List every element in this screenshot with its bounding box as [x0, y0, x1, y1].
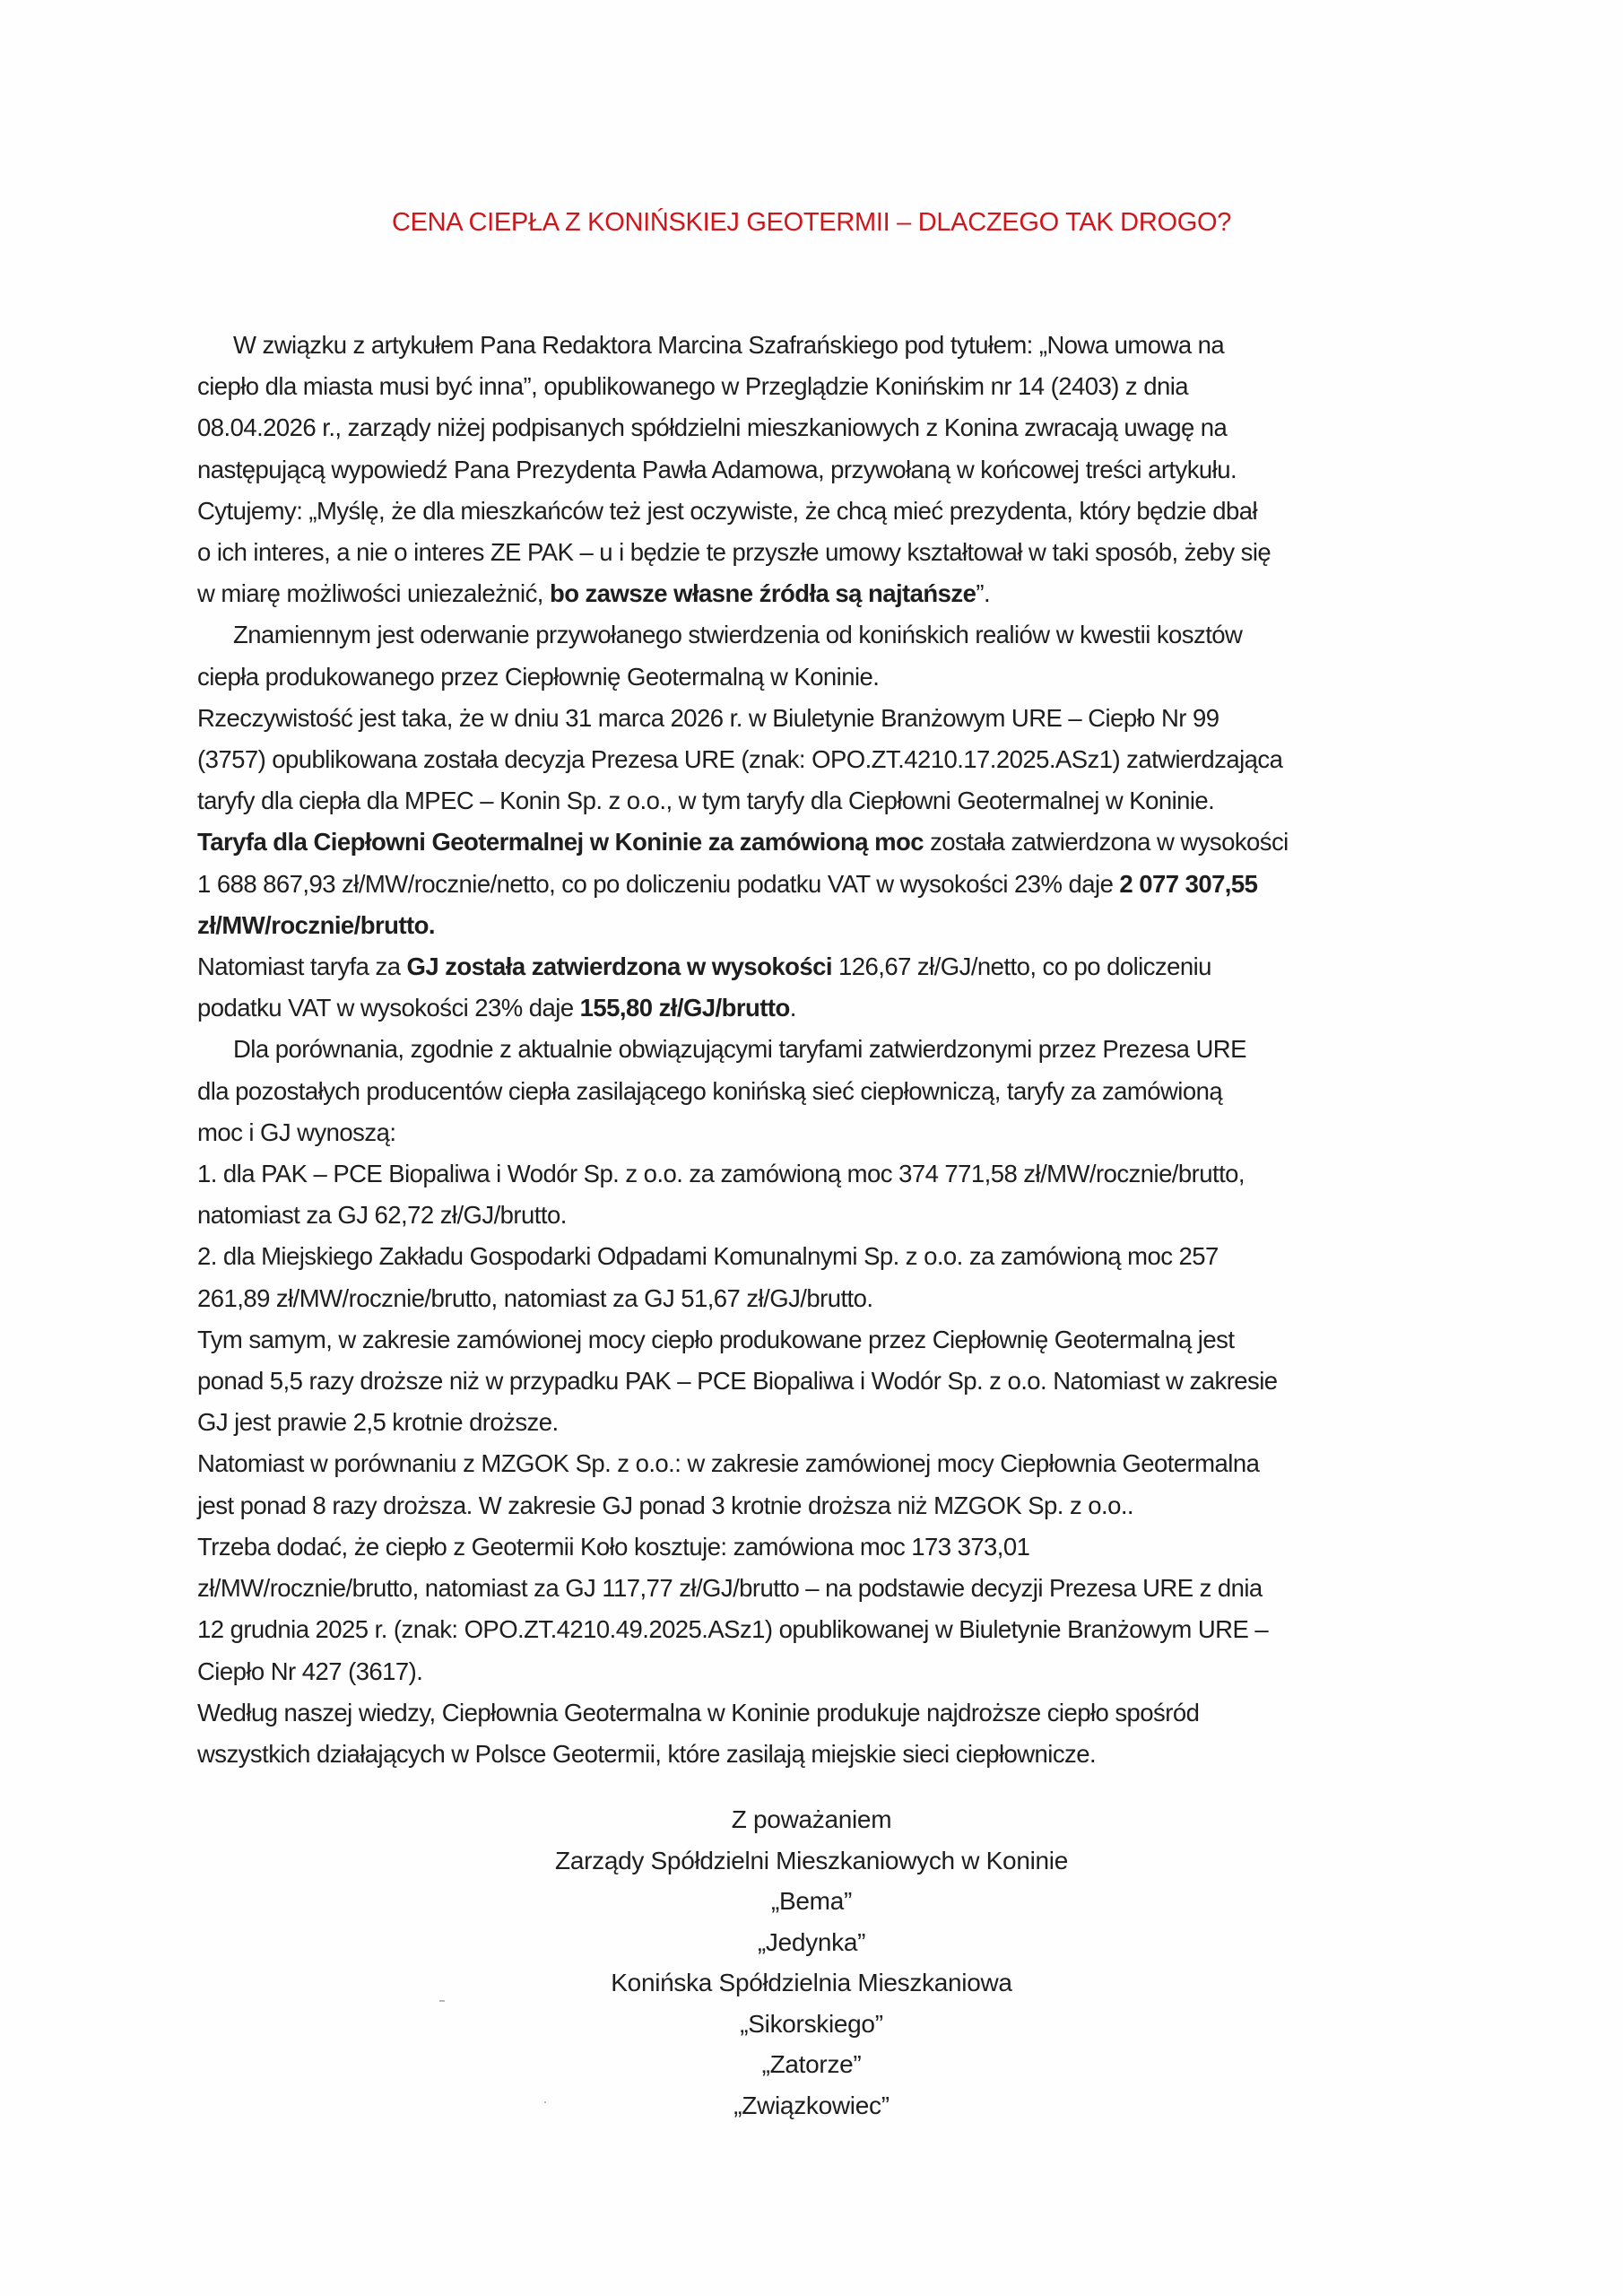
bold-text: bo zawsze własne źródła są najtańsze	[549, 579, 976, 608]
text-line	[197, 864, 1453, 905]
signature-line: „Sikorskiego”	[740, 2009, 883, 2038]
text-segment: Rzeczywistość jest taka, że w dniu 31 marca 2026 r. w Biuletynie Branżowym URE – Ciepło Nr 99	[197, 703, 1219, 732]
text-line	[197, 366, 1453, 407]
text-segment: jest ponad 8 razy droższa. W zakresie GJ ponad 3 krotnie droższa niż MZGOK Sp. z o.o..	[197, 1491, 1133, 1519]
signature-line: Z poważaniem	[731, 1805, 892, 1833]
text-segment: dla pozostałych producentów ciepła zasilającego konińską sieć ciepłowniczą, taryfy za zamówioną	[197, 1076, 1223, 1105]
text-segment: GJ jest prawie 2,5 krotnie droższe.	[197, 1408, 559, 1437]
text-segment: Cytujemy: „Myślę, że dla mieszkańców też jest oczywiste, że chcą mieć prezydenta, który będzie dbał	[197, 496, 1258, 525]
text-segment: podatku VAT w wysokości 23% daje	[197, 994, 580, 1022]
text-line	[197, 491, 1453, 532]
text-segment: W związku z artykułem Pana Redaktora Marcina Szafrańskiego pod tytułem: „Nowa umowa na	[233, 331, 1225, 359]
text-segment: ciepła produkowanego przez Ciepłownię Geotermalną w Koninie.	[197, 662, 880, 691]
text-line	[197, 1153, 1453, 1195]
text-segment: natomiast za GJ 62,72 zł/GJ/brutto.	[197, 1201, 567, 1230]
text-line	[197, 1609, 1453, 1650]
signature-line: „Zatorze”	[761, 2050, 862, 2078]
bold-text: 2 077 307,55	[1119, 869, 1258, 898]
text-segment: 2. dla Miejskiego Zakładu Gospodarki Odpadami Komunalnymi Sp. z o.o. za zamówioną moc 257	[197, 1242, 1219, 1271]
text-line	[197, 407, 1453, 448]
text-segment: .	[789, 994, 796, 1022]
text-line	[197, 987, 1453, 1029]
signature-line: „Bema”	[771, 1887, 852, 1915]
signature-block	[0, 1799, 1623, 2126]
text-line	[197, 573, 1453, 614]
text-segment: Tym samym, w zakresie zamówionej mocy ciepło produkowane przez Ciepłownię Geotermalną jest	[197, 1325, 1235, 1353]
text-line	[197, 1195, 1453, 1236]
text-line	[197, 822, 1453, 863]
text-line	[197, 1568, 1453, 1609]
text-line	[197, 905, 1453, 946]
text-line	[197, 1029, 1453, 1070]
text-segment: Trzeba dodać, że ciepło z Geotermii Koło kosztuje: zamówiona moc 173 373,01	[197, 1532, 1030, 1561]
text-line	[197, 1526, 1453, 1568]
text-line	[197, 698, 1453, 739]
text-line	[197, 1443, 1453, 1484]
text-segment: ”.	[976, 579, 991, 608]
text-line	[197, 1402, 1453, 1443]
text-segment: taryfy dla ciepła dla MPEC – Konin Sp. z o.o., w tym taryfy dla Ciepłowni Geotermalnej w Koninie.	[197, 787, 1215, 815]
scan-speck	[439, 2000, 445, 2002]
bold-text: Taryfa dla Ciepłowni Geotermalnej w Koninie za zamówioną moc	[197, 828, 924, 857]
signature-line: Konińska Spółdzielnia Mieszkaniowa	[611, 1969, 1012, 1996]
text-line	[197, 780, 1453, 822]
text-segment: następującą wypowiedź Pana Prezydenta Pawła Adamowa, przywołaną w końcowej treści artykułu.	[197, 455, 1237, 483]
bold-text: zł/MW/rocznie/brutto.	[197, 910, 435, 939]
text-line	[197, 1485, 1453, 1526]
text-segment: 12 grudnia 2025 r. (znak: OPO.ZT.4210.49.2025.ASz1) opublikowanej w Biuletynie Branżowym URE –	[197, 1615, 1269, 1644]
text-segment: Według naszej wiedzy, Ciepłownia Geotermalna w Koninie produkuje najdroższe ciepło spośród	[197, 1698, 1200, 1726]
text-segment: Znamiennym jest oderwanie przywołanego stwierdzenia od konińskich realiów w kwestii kosztów	[233, 621, 1243, 649]
text-segment: (3757) opublikowana została decyzja Prezesa URE (znak: OPO.ZT.4210.17.2025.ASz1) zatwierdzająca	[197, 745, 1283, 774]
text-line	[197, 946, 1453, 987]
bold-text: GJ została zatwierdzona w wysokości	[406, 952, 832, 981]
text-line	[197, 1112, 1453, 1153]
bold-text: 155,80 zł/GJ/brutto	[579, 994, 790, 1022]
signature-line: „Jedynka”	[757, 1927, 866, 1956]
document-title: CENA CIEPŁA Z KONIŃSKIEJ GEOTERMII – DLACZEGO TAK DROGO?	[391, 208, 1232, 237]
signature-line: „Związkowiec”	[733, 2091, 890, 2119]
text-line	[197, 1236, 1453, 1277]
text-segment: o ich interes, a nie o interes ZE PAK – u i będzie te przyszłe umowy kształtował w taki sposób, żeby się	[197, 538, 1271, 567]
text-segment: Natomiast taryfa za	[197, 952, 407, 981]
text-segment: Dla porównania, zgodnie z aktualnie obwiązującymi taryfami zatwierdzonymi przez Prezesa URE	[233, 1035, 1246, 1064]
text-segment: 1. dla PAK – PCE Biopaliwa i Wodór Sp. z o.o. za zamówioną moc 374 771,58 zł/MW/rocznie/brutto,	[197, 1160, 1245, 1188]
text-line	[197, 1071, 1453, 1112]
text-segment: została zatwierdzona w wysokości	[924, 828, 1289, 857]
signature-line: Zarządy Spółdzielni Mieszkaniowych w Koninie	[555, 1846, 1068, 1874]
text-segment: 1 688 867,93 zł/MW/rocznie/netto, co po doliczeniu podatku VAT w wysokości 23% daje	[197, 869, 1120, 898]
text-segment: ciepło dla miasta musi być inna”, opublikowanego w Przeglądzie Konińskim nr 14 (2403) z dnia	[197, 372, 1189, 401]
text-line	[197, 1734, 1453, 1775]
scan-speck	[544, 2101, 546, 2103]
text-segment: moc i GJ wynoszą:	[197, 1118, 396, 1146]
text-line	[197, 739, 1453, 780]
text-segment: 261,89 zł/MW/rocznie/brutto, natomiast za GJ 51,67 zł/GJ/brutto.	[197, 1283, 873, 1312]
text-line	[197, 325, 1453, 366]
text-line	[197, 1319, 1453, 1361]
text-segment: wszystkich działających w Polsce Geotermii, które zasilają miejskie sieci ciepłownicze.	[197, 1739, 1097, 1768]
text-segment: 126,67 zł/GJ/netto, co po doliczeniu	[831, 952, 1211, 981]
text-segment: 08.04.2026 r., zarządy niżej podpisanych spółdzielni mieszkaniowych z Konina zwracają uwagę na	[197, 413, 1228, 442]
text-segment: Natomiast w porównaniu z MZGOK Sp. z o.o.: w zakresie zamówionej mocy Ciepłownia Geotermalna	[197, 1449, 1260, 1478]
text-line	[197, 1278, 1453, 1319]
text-line	[197, 449, 1453, 491]
letter-body	[197, 325, 1453, 1775]
text-line	[197, 532, 1453, 573]
text-line	[197, 1651, 1453, 1692]
text-segment: w miarę możliwości uniezależnić,	[197, 579, 550, 608]
text-line	[197, 1692, 1453, 1734]
text-line	[197, 657, 1453, 698]
text-segment: Ciepło Nr 427 (3617).	[197, 1657, 423, 1685]
text-line	[197, 1361, 1453, 1402]
text-segment: ponad 5,5 razy droższe niż w przypadku PAK – PCE Biopaliwa i Wodór Sp. z o.o. Natomiast w zakresie	[197, 1367, 1278, 1396]
text-segment: zł/MW/rocznie/brutto, natomiast za GJ 117,77 zł/GJ/brutto – na podstawie decyzji Prezesa URE z dnia	[197, 1574, 1263, 1603]
text-line	[197, 614, 1453, 656]
